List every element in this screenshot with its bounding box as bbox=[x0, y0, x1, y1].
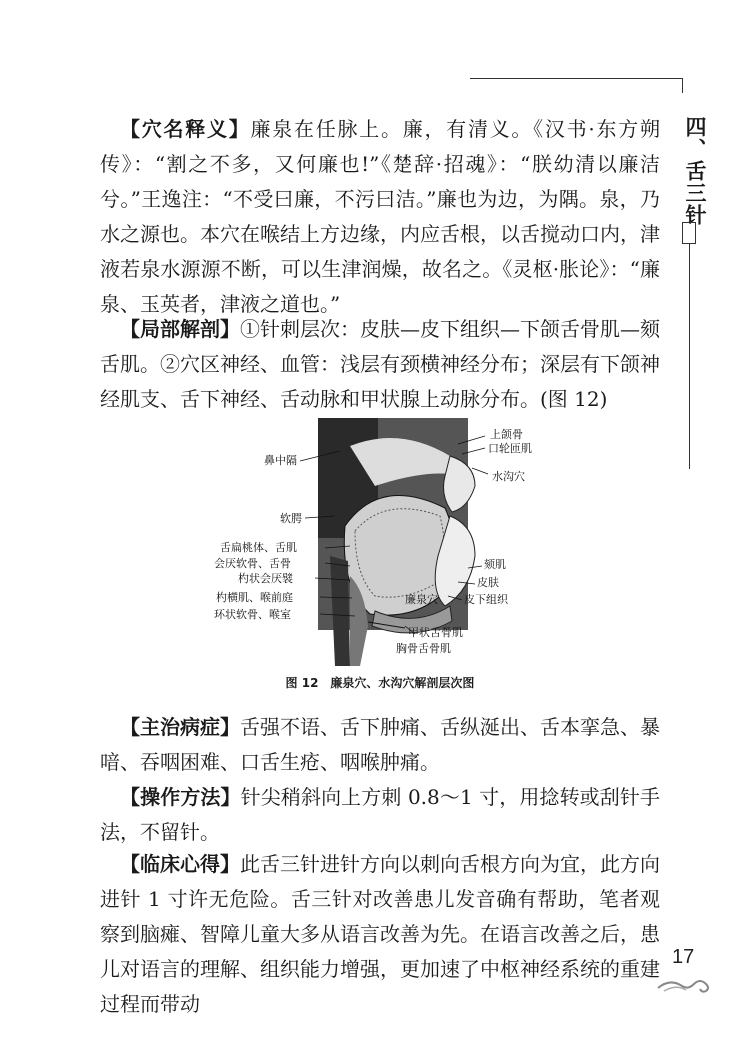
label-epiglottis: 会厌软骨、舌骨 bbox=[214, 557, 291, 570]
anatomy-figure bbox=[200, 416, 560, 666]
upper-lip-shape bbox=[444, 456, 475, 512]
section-label: 【操作方法】 bbox=[120, 785, 241, 809]
label-thyrohyoid: 甲状舌骨肌 bbox=[408, 626, 463, 639]
section-text: 此舌三针进针方向以刺向舌根方向为宜，此方向进针 1 寸许无危险。舌三针对改善患儿发音确有帮助，笔者观察到脑瘫、智障儿童大多从语言改善为先。在语言改善之后，患儿对语言的理解、组织能力增强，更加速了中枢神经系统的重建过程而带动 bbox=[100, 852, 660, 1016]
label-orbicularis: 口轮匝肌 bbox=[488, 442, 532, 455]
pharynx-shape bbox=[330, 556, 350, 666]
label-upper-jaw: 上颌骨 bbox=[490, 428, 523, 441]
section-text: ①针刺层次：皮肤—皮下组织—下颌舌骨肌—颏舌肌。②穴区神经、血管：浅层有颈横神经分布；深层有下颌神经肌支、舌下神经、舌动脉和甲状腺上动脉分布。(图 12) bbox=[100, 317, 660, 411]
section-text: 舌强不语、舌下肿痛、舌纵涎出、舌本挛急、暴喑、吞咽困难、口舌生疮、咽喉肿痛。 bbox=[100, 715, 660, 774]
header-rule bbox=[470, 78, 668, 79]
section-text: 针尖稍斜向上方刺 0.8～1 寸，用捻转或刮针手法，不留针。 bbox=[100, 785, 661, 844]
label-nasal-septum: 鼻中隔 bbox=[264, 454, 297, 467]
label-arytenoid: 杓状会厌襞 bbox=[238, 572, 293, 585]
cloud-ornament-icon bbox=[656, 974, 712, 994]
label-soft-palate: 软腭 bbox=[280, 512, 302, 525]
section-label: 【局部解剖】 bbox=[120, 317, 240, 341]
figure-caption: 图 12 廉泉穴、水沟穴解剖层次图 bbox=[285, 676, 475, 690]
section-local-anatomy bbox=[100, 312, 660, 417]
section-text: 廉泉在任脉上。廉，有清义。《汉书·东方朔传》：“割之不多，又何廉也!”《楚辞·招魂》：“朕幼清以廉洁兮。”王逸注：“不受曰廉，不污曰洁。”廉也为边，为隅。泉，乃水之源也。本穴在喉结上方边缘，内应舌根，以舌搅动口内，津液若泉水源源不断，可以生津润燥，故名之。《灵枢·胀论》：“廉泉、玉英者，津液之道也。” bbox=[100, 117, 661, 316]
label-skin: 皮肤 bbox=[477, 576, 499, 589]
leader-shuigou bbox=[472, 468, 488, 474]
section-operation-method bbox=[100, 780, 660, 850]
label-lianquan-point: 廉泉穴 bbox=[405, 593, 438, 606]
header-corner bbox=[668, 78, 683, 93]
section-name-explanation bbox=[100, 112, 660, 322]
section-clinical-experience bbox=[100, 847, 660, 1022]
label-cricoid: 环状软骨、喉室 bbox=[214, 608, 291, 621]
label-genioglossus: 颏肌 bbox=[484, 558, 506, 571]
side-ornament-box bbox=[682, 222, 696, 244]
section-label: 【穴名释义】 bbox=[120, 117, 251, 141]
label-sternohyoid: 胸骨舌骨肌 bbox=[396, 642, 451, 655]
side-rule bbox=[689, 244, 690, 469]
section-label: 【主治病症】 bbox=[120, 715, 240, 739]
label-subcutaneous: 皮下组织 bbox=[464, 593, 508, 606]
label-tonsil: 舌扁桃体、舌肌 bbox=[220, 541, 297, 554]
chapter-side-title: 四、舌三针 bbox=[683, 116, 707, 226]
label-transverse: 杓横肌、喉前庭 bbox=[216, 591, 293, 604]
section-indications bbox=[100, 710, 660, 780]
section-label: 【临床心得】 bbox=[120, 852, 240, 876]
label-shuigou-point: 水沟穴 bbox=[492, 470, 525, 483]
page-number: 17 bbox=[672, 946, 695, 968]
